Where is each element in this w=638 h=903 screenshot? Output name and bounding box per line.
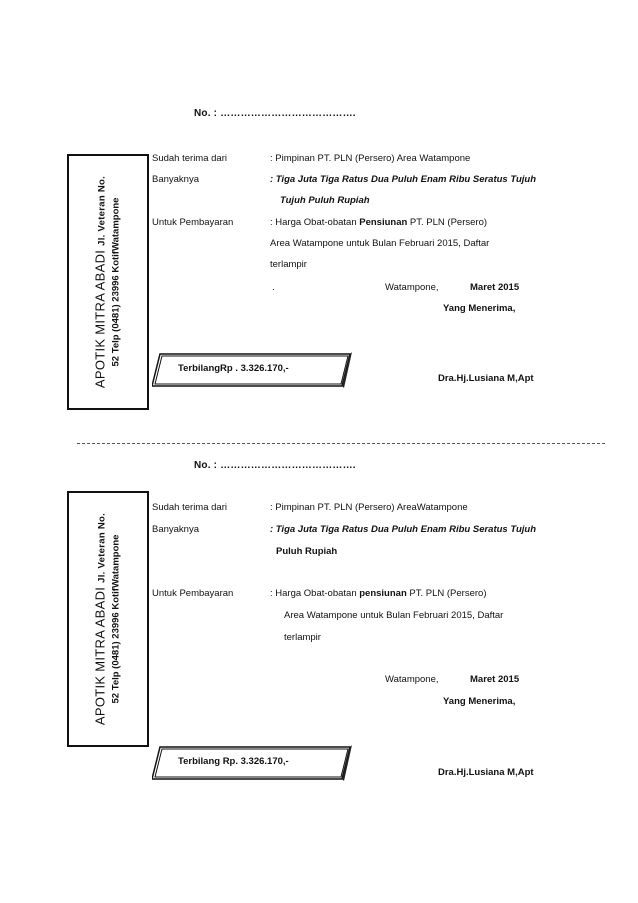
pharmacy-name: APOTIK MITRA ABADI — [92, 586, 108, 726]
amount-words-line-2: Tujuh Puluh Rupiah — [280, 195, 370, 206]
receipt-1 — [0, 0, 638, 400]
signatory: Dra.Hj.Lusiana M,Apt — [438, 373, 534, 384]
place: Watampone, — [385, 282, 439, 293]
payment-line-3: terlampir — [284, 632, 321, 643]
payment-line-3: terlampir — [270, 259, 307, 270]
received-from-value: : Pimpinan PT. PLN (Persero) Area Watampone — [270, 153, 471, 164]
payment-line-2: Area Watampone untuk Bulan Februari 2015, Daftar — [284, 610, 504, 621]
amount-words-line-1: : Tiga Juta Tiga Ratus Dua Puluh Enam Ribu Seratus Tujuh — [270, 174, 537, 185]
date: Maret 2015 — [470, 282, 520, 293]
amount-words-line-1: : Tiga Juta Tiga Ratus Dua Puluh Enam Ribu Seratus Tujuh — [270, 524, 537, 535]
pharmacy-street: Jl. Veteran No. — [96, 512, 108, 583]
receipt-2 — [0, 352, 638, 778]
received-from-label: Sudah terima dari — [152, 153, 227, 164]
date: Maret 2015 — [470, 674, 520, 685]
receipt-number: No. : …………………………………. — [194, 460, 356, 471]
received-from-value: : Pimpinan PT. PLN (Persero) AreaWatampone — [270, 502, 468, 513]
amount-words-line-2: Puluh Rupiah — [276, 546, 338, 557]
amount-box — [152, 745, 352, 781]
pharmacy-street: Jl. Veteran No. — [96, 175, 108, 246]
payment-line-1: : Harga Obat-obatan Pensiunan PT. PLN (Persero) — [270, 217, 488, 228]
place: Watampone, — [385, 674, 439, 685]
signatory: Dra.Hj.Lusiana M,Apt — [438, 767, 534, 778]
pharmacy-address: 52 Telp (0481) 23996 KotifWatampone — [110, 534, 122, 704]
receiver-label: Yang Menerima, — [443, 303, 516, 314]
receipt-number: No. : …………………………………. — [194, 108, 356, 119]
pharmacy-stamp — [67, 491, 149, 747]
pharmacy-address: 52 Telp (0481) 23996 KotifWatampone — [110, 197, 122, 367]
payment-label: Untuk Pembayaran — [152, 588, 234, 599]
amount-words-label: Banyaknya — [152, 174, 200, 185]
received-from-label: Sudah terima dari — [152, 502, 227, 513]
payment-line-2: Area Watampone untuk Bulan Februari 2015, Daftar — [270, 238, 490, 249]
pharmacy-name: APOTIK MITRA ABADI — [92, 249, 108, 389]
dot-mark: . — [272, 282, 275, 293]
payment-label: Untuk Pembayaran — [152, 217, 234, 228]
amount-value: TerbilangRp . 3.326.170,- — [178, 363, 289, 374]
amount-words-label: Banyaknya — [152, 524, 200, 535]
receiver-label: Yang Menerima, — [443, 696, 516, 707]
payment-line-1: : Harga Obat-obatan pensiunan PT. PLN (Persero) — [270, 588, 487, 599]
amount-value: Terbilang Rp. 3.326.170,- — [178, 756, 289, 767]
